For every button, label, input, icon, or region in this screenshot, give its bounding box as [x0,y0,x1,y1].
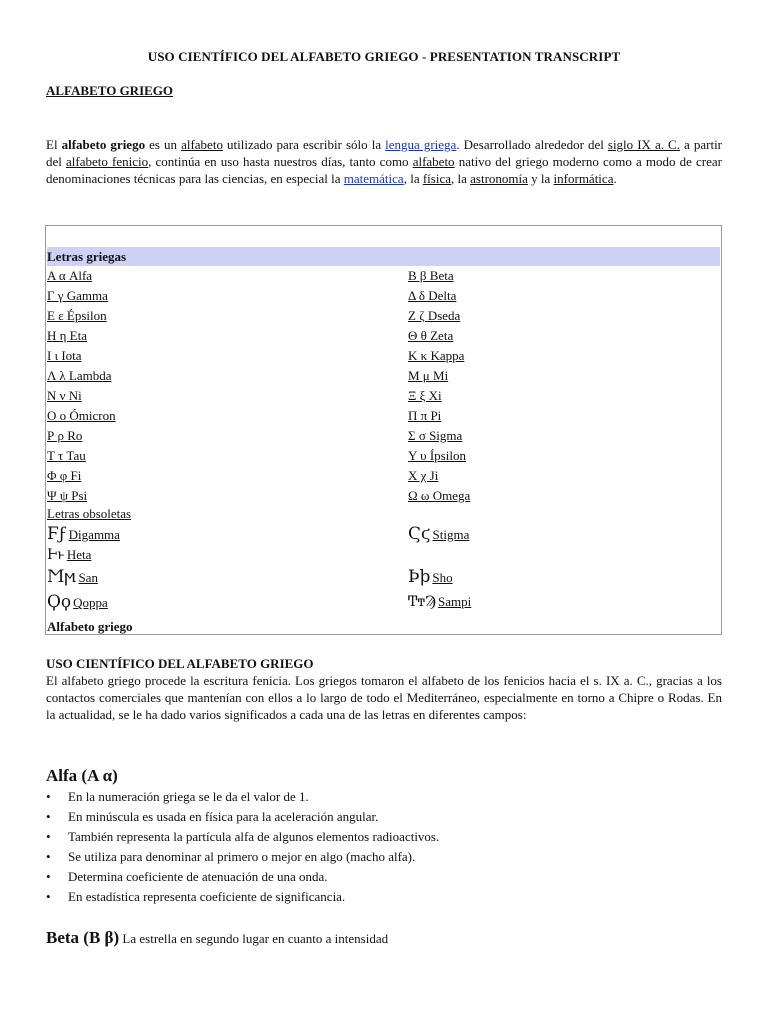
heta-glyph: Ͱͱ [47,547,65,563]
letter-link[interactable]: Δ δ Delta [408,288,457,303]
letter-link[interactable]: Μ μ Mi [408,368,449,383]
link-matematica[interactable]: matemática [343,171,404,186]
table-row [47,486,720,506]
list-item [46,787,722,807]
list-item [46,807,722,827]
bullet-icon: • [46,849,51,864]
link-informatica[interactable]: informática [553,171,614,186]
letter-link[interactable]: Digamma [68,527,120,542]
table-row [47,545,720,565]
list-item-text: Determina coeficiente de atenuación de una onda. [68,869,328,884]
intro-bold-term: alfabeto griego [61,137,146,152]
letter-link[interactable]: Γ γ Gamma [47,288,108,303]
intro-text: , continúa en uso hasta nuestros días, tanto como [148,154,413,169]
letter-link[interactable]: Stigma [432,527,470,542]
letter-link[interactable]: Sampi [438,594,472,609]
page-title: USO CIENTÍFICO DEL ALFABETO GRIEGO - PRESENTATION TRANSCRIPT [147,49,621,64]
letter-link[interactable]: Λ λ Lambda [47,368,112,383]
table-row [47,524,720,544]
intro-text: nativo del griego moderno como a modo de crear denominaciones técnicas para las ciencias, en especial la [46,154,722,186]
letter-link[interactable]: Κ κ Kappa [408,348,465,363]
letter-link[interactable]: Heta [66,547,92,562]
intro-text: . Desarrollado alrededor del [456,137,608,152]
letter-link[interactable]: Π π Pi [408,408,442,423]
list-item-text: En la numeración griega se le da el valor de 1. [68,789,309,804]
letter-link[interactable]: Υ υ Ípsilon [408,448,466,463]
letter-link[interactable]: Ω ω Omega [408,488,471,503]
letter-link[interactable]: Η η Eta [47,328,88,343]
intro-paragraph [46,136,722,187]
bullet-icon: • [46,809,51,824]
letter-link[interactable]: Β β Beta [408,268,454,283]
table-row [47,306,720,326]
greek-letters-table [45,225,722,635]
table-row [47,326,720,346]
list-item-text: Se utiliza para denominar al primero o mejor en algo (macho alfa). [68,849,416,864]
table-header-label: Letras griegas [47,249,127,264]
table-row [47,406,720,426]
link-alfabeto-fenicio[interactable]: alfabeto fenicio [66,154,149,169]
table-row [47,426,720,446]
link-lengua-griega[interactable]: lengua griega [385,137,457,152]
letter-link[interactable]: Θ θ Zeta [408,328,454,343]
letter-link[interactable]: Τ τ Tau [47,448,86,463]
san-glyph: Ϻϻ [47,567,77,587]
table-header [47,247,720,266]
intro-text: utilizado para escribir sólo la [222,137,386,152]
letter-link[interactable]: Ε ε Épsilon [47,308,107,323]
list-item [46,867,722,887]
intro-text: . [613,171,617,186]
qoppa-glyph: Ϙϙ [47,592,72,612]
digamma-glyph: Ϝϝ [47,524,67,544]
stigma-glyph: Ϛϛ [408,524,431,544]
table-row [47,592,720,612]
obsolete-letters-link[interactable]: Letras obsoletas [47,506,132,521]
intro-text: a partir del [46,137,723,169]
intro-text: El [46,137,62,152]
bullet-icon: • [46,789,51,804]
table-row [47,346,720,366]
section-heading: ALFABETO GRIEGO [46,83,174,98]
letter-link[interactable]: Sho [432,570,453,585]
beta-heading: Beta (Β β) [46,928,120,947]
table-row [47,446,720,466]
letter-link[interactable]: Ξ ξ Xi [408,388,442,403]
table-row [47,466,720,486]
link-fisica[interactable]: física [422,171,451,186]
letter-link[interactable]: Ο ο Ómicron [47,408,116,423]
section2-heading: USO CIENTÍFICO DEL ALFABETO GRIEGO [46,656,314,671]
table-row [47,286,720,306]
list-item [46,887,722,907]
letter-link[interactable]: Ζ ζ Dseda [408,308,461,323]
intro-text: y la [527,171,554,186]
letter-link[interactable]: Σ σ Sigma [408,428,463,443]
intro-text: , la [451,171,471,186]
section2-paragraph: El alfabeto griego procede la escritura fenicia. Los griegos tomaron el alfabeto de los fenicios hacia el s. IX a. C., gracias a los contactos comerciales que mantenían con ellos a lo largo de todo el Mediterráneo, especialmente en torno a Chipre o Rodas. En la actualidad, se le ha dado varios significados a cada una de las letras en diferentes campos: [46,673,722,722]
letter-link[interactable]: Ρ ρ Ro [47,428,83,443]
beta-text: La estrella en segundo lugar en cuanto a intensidad [119,931,389,946]
intro-text: , la [403,171,423,186]
letter-link[interactable]: Χ χ Ji [408,468,439,483]
alfa-bullet-list [46,787,722,907]
list-item [46,847,722,867]
link-alfabeto-2[interactable]: alfabeto [412,154,455,169]
link-astronomia[interactable]: astronomía [470,171,528,186]
link-alfabeto[interactable]: alfabeto [181,137,223,152]
sho-glyph: Ϸϸ [408,567,431,587]
alfa-heading: Alfa (Α α) [46,766,118,785]
sampi-glyph: ͲͳϠ [408,594,437,610]
letter-link[interactable]: San [78,570,98,585]
letter-link[interactable]: Α α Alfa [47,268,93,283]
table-row [47,567,720,587]
list-item [46,827,722,847]
letter-link[interactable]: Φ φ Fi [47,468,82,483]
letter-link[interactable]: Qoppa [73,595,108,610]
intro-text: es un [145,137,182,152]
table-row [47,266,720,286]
letter-link[interactable]: Ψ ψ Psi [47,488,88,503]
table-row [47,386,720,406]
bullet-icon: • [46,869,51,884]
bullet-icon: • [46,889,51,904]
list-item-text: En minúscula es usada en física para la aceleración angular. [68,809,379,824]
table-row [47,366,720,386]
letter-link[interactable]: Ι ι Iota [47,348,82,363]
letter-link[interactable]: Ν ν Ni [47,388,82,403]
beta-line [46,929,388,947]
list-item-text: En estadística representa coeficiente de significancia. [68,889,346,904]
link-siglo[interactable]: siglo IX a. C. [607,137,680,152]
list-item-text: También representa la partícula alfa de algunos elementos radioactivos. [68,829,440,844]
bullet-icon: • [46,829,51,844]
table-caption: Alfabeto griego [47,619,133,634]
